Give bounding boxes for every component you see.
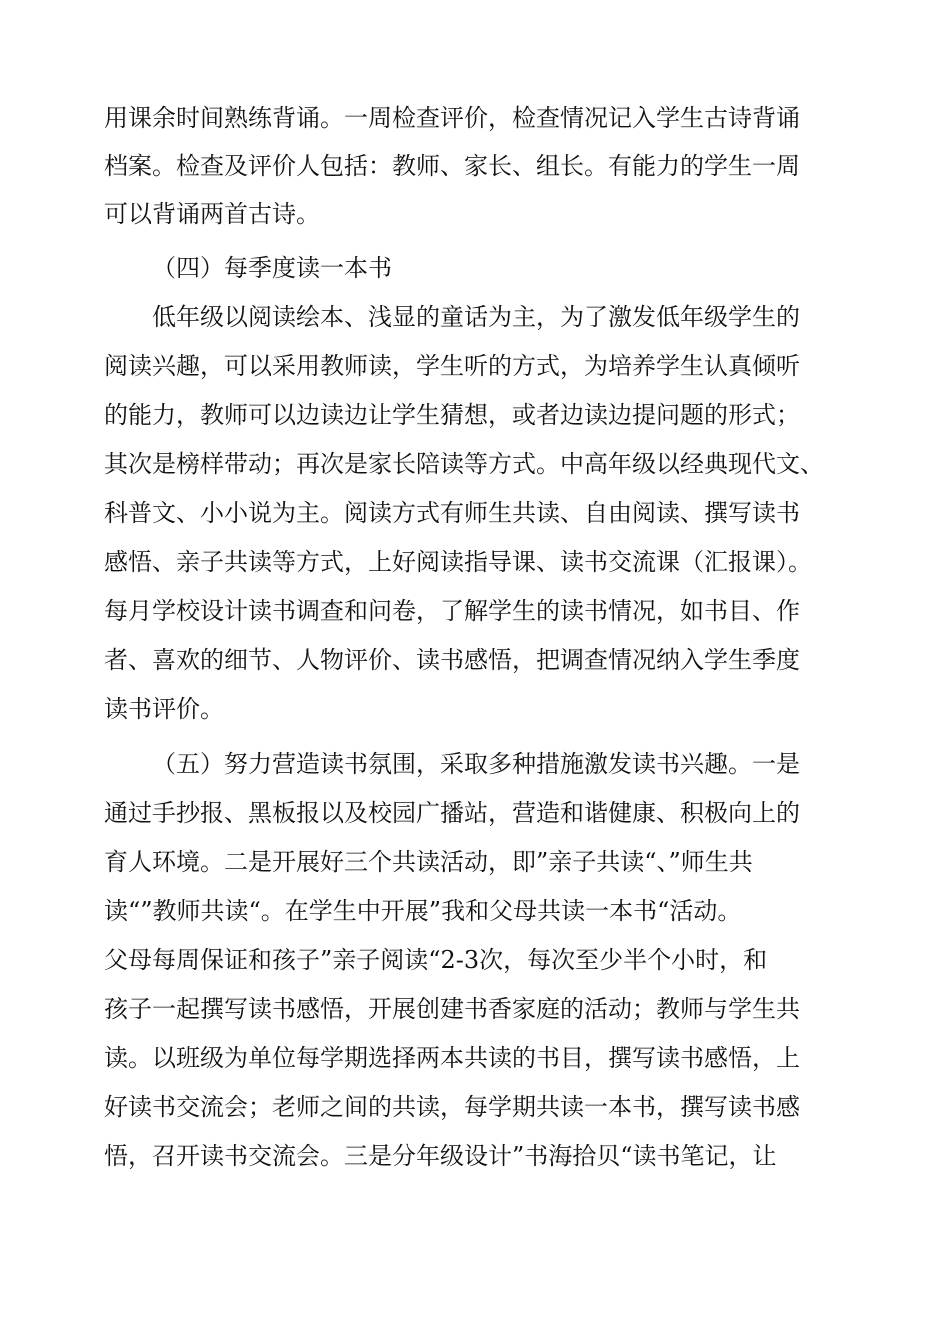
- paragraph-line: 父母每周保证和孩子”亲子阅读“2-3次，每次至少半个小时，和: [104, 946, 768, 974]
- paragraph-line: 的能力，教师可以边读边让学生猜想，或者边读边提问题的形式；: [104, 401, 800, 429]
- paragraph-line: 每月学校设计读书调查和问卷，了解学生的读书情况，如书目、作: [104, 597, 800, 625]
- paragraph-line: 科普文、小小说为主。阅读方式有师生共读、自由阅读、撰写读书: [104, 499, 800, 527]
- paragraph-line: 用课余时间熟练背诵。一周检查评价，检查情况记入学生古诗背诵: [104, 104, 800, 132]
- paragraph-line: 通过手抄报、黑板报以及校园广播站，营造和谐健康、积极向上的: [104, 799, 800, 827]
- paragraph-line: 其次是榜样带动；再次是家长陪读等方式。中高年级以经典现代文、: [104, 450, 824, 478]
- paragraph-line: 悟，召开读书交流会。三是分年级设计”书海拾贝“读书笔记，让: [104, 1142, 777, 1170]
- paragraph-line: 读“”教师共读“。在学生中开展”我和父母共读一本书“活动。: [104, 897, 742, 925]
- paragraph-line: 者、喜欢的细节、人物评价、读书感悟，把调查情况纳入学生季度: [104, 646, 800, 674]
- section-heading: （五）努力营造读书氛围，采取多种措施激发读书兴趣。一是: [152, 750, 800, 778]
- paragraph-line: 好读书交流会；老师之间的共读，每学期共读一本书，撰写读书感: [104, 1093, 800, 1121]
- paragraph-line: 阅读兴趣，可以采用教师读，学生听的方式，为培养学生认真倾听: [104, 352, 800, 380]
- paragraph-line: 读书评价。: [104, 695, 224, 723]
- paragraph-line: 育人环境。二是开展好三个共读活动，即”亲子共读“、”师生共: [104, 848, 753, 876]
- paragraph-line: 读。以班级为单位每学期选择两本共读的书目，撰写读书感悟，上: [104, 1044, 800, 1072]
- paragraph-line: 可以背诵两首古诗。: [104, 200, 320, 228]
- paragraph-line: 低年级以阅读绘本、浅显的童话为主，为了激发低年级学生的: [152, 303, 800, 331]
- paragraph-line: 感悟、亲子共读等方式，上好阅读指导课、读书交流课（汇报课）。: [104, 548, 812, 576]
- paragraph-line: 档案。检查及评价人包括：教师、家长、组长。有能力的学生一周: [104, 152, 800, 180]
- paragraph-line: 孩子一起撰写读书感悟，开展创建书香家庭的活动；教师与学生共: [104, 995, 800, 1023]
- section-heading: （四）每季度读一本书: [152, 254, 392, 282]
